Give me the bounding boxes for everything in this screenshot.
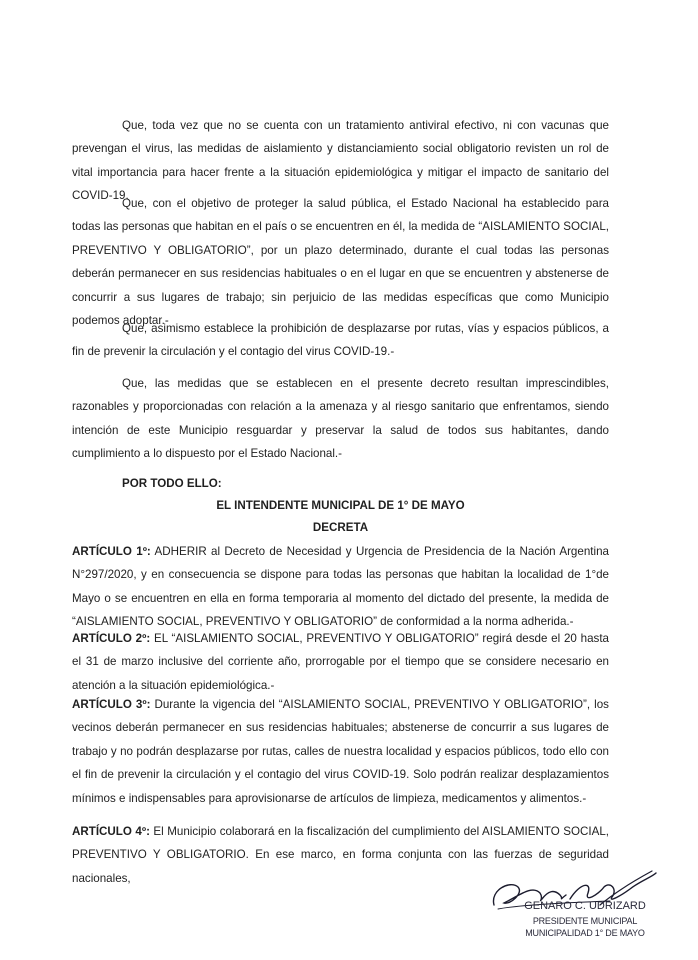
decreta-heading: DECRETA — [312, 521, 369, 534]
article-1-label: ARTÍCULO 1º: — [72, 545, 151, 558]
article-2-label: ARTÍCULO 2º: — [72, 632, 151, 645]
paragraph-estado-nacional: Que, con el objetivo de proteger la salud pública, el Estado Nacional ha establecido para todas las personas que habitan en el país o se encuentren en él, la medida de “AISLAMIENTO SOCIAL, PREVENTIVO Y OBLIGATORIO”, por un plazo determinado, durante el cual todas las personas deberán permanecer en sus residencias habituales o en el lugar en que se encuentren y abstenerse de concurrir a sus lugares de trabajo; sin perjuicio de las medidas específicas que como Municipio podemos adoptar.- — [72, 197, 609, 328]
article-4-text: El Municipio colaborará en la fiscalización del cumplimiento del AISLAMIENTO SOCIAL, PREVENTIVO Y OBLIGATORIO. En ese marco, en forma conjunta con las fuerzas de seguridad nacionales, — [72, 825, 609, 885]
stamp-name: GENARO C. UDRIZARD — [524, 900, 646, 912]
article-3 — [72, 693, 609, 810]
article-2 — [72, 627, 609, 697]
article-1-text: ADHERIR al Decreto de Necesidad y Urgencia de Presidencia de la Nación Argentina N°297/2020, y en consecuencia se dispone para todas las personas que habitan la localidad de 1°de Mayo o se encuentren en ella en forma temporaria al momento del dictado del presente, la medida de “AISLAMIENTO SOCIAL, PREVENTIVO Y OBLIGATORIO” de conformidad a la norma adherida.- — [72, 545, 609, 629]
article-4-label: ARTÍCULO 4º: — [72, 825, 150, 838]
paragraph-medidas: Que, las medidas que se establecen en el presente decreto resultan imprescindibles, razonables y proporcionadas con relación a la amenaza y al riesgo sanitario que enfrentamos, siendo intención de este Municipio resguardar y preservar la salud de todos sus habitantes, dando cumplimiento a lo dispuesto por el Estado Nacional.- — [72, 377, 609, 461]
paragraph-prohibicion: Que, asimismo establece la prohibición de desplazarse por rutas, vías y espacios públicos, a fin de prevenir la circulación y el contagio del virus COVID-19.- — [72, 322, 609, 359]
paragraph-antiviral: Que, toda vez que no se cuenta con un tratamiento antiviral efectivo, ni con vacunas que prevengan el virus, las medidas de aislamiento y distanciamiento social obligatorio revisten un rol de vital importancia para hacer frente a la situación epidemiológica y mitigar el impacto de sanitario del COVID-19. — [72, 119, 609, 203]
article-3-label: ARTÍCULO 3º: — [72, 698, 151, 711]
stamp-role: PRESIDENTE MUNICIPAL — [532, 916, 638, 926]
intendente-heading: EL INTENDENTE MUNICIPAL DE 1° DE MAYO — [216, 499, 465, 512]
article-2-text: EL “AISLAMIENTO SOCIAL, PREVENTIVO Y OBLIGATORIO” regirá desde el 20 hasta el 31 de marzo inclusive del corriente año, prorrogable por el tiempo que se considere necesario en atención a la situación epidemiológica.- — [72, 632, 609, 692]
por-todo-ello-heading: POR TODO ELLO: — [122, 477, 222, 490]
stamp-place: MUNICIPALIDAD 1° DE MAYO — [525, 928, 645, 938]
article-3-text: Durante la vigencia del “AISLAMIENTO SOCIAL, PREVENTIVO Y OBLIGATORIO”, los vecinos deberán permanecer en sus residencias habituales; abstenerse de concurrir a sus lugares de trabajo y no podrán desplazarse por rutas, calles de nuestra localidad y espacios públicos, todo ello con el fin de prevenir la circulación y el contagio del virus COVID-19. Solo podrán realizar desplazamientos mínimos e indispensables para aprovisionarse de artículos de limpieza, medicamentos y alimentos.- — [72, 698, 609, 805]
article-1 — [72, 540, 609, 634]
signature-block — [480, 865, 670, 955]
